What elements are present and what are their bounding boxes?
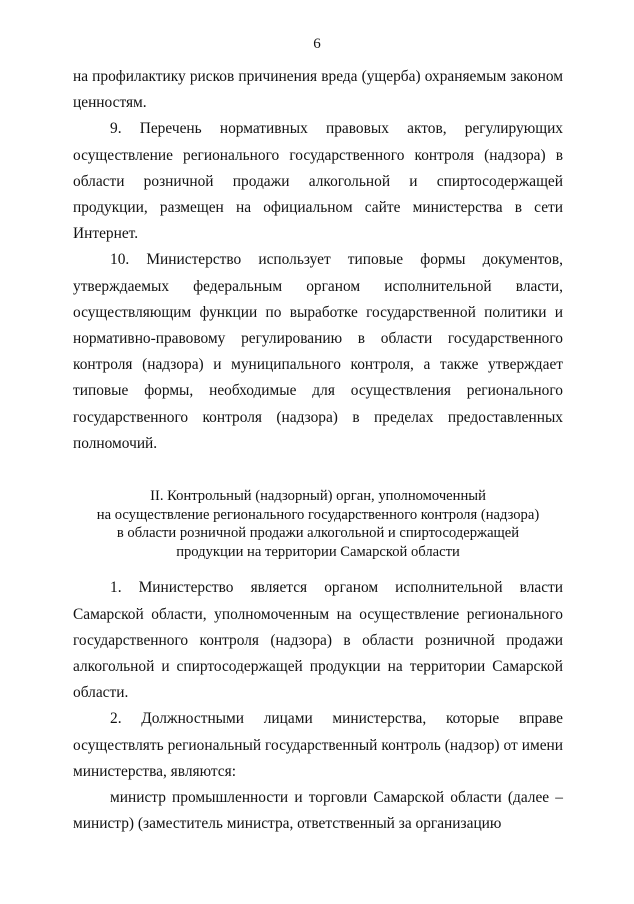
paragraph-item-1: 1. Министерство является органом исполнительной власти Самарской области, уполномоченным на осуществление регионального государственного контроля (надзора) в области розничной продажи алкогольной и спиртосодержащей продукции на территории Самарской области. xyxy=(73,579,563,702)
paragraph-item-10: 10. Министерство использует типовые формы документов, утверждаемых федеральным органом исполнительной власти, осуществляющим функции по выработке государственной политики и нормативно-правовому регулированию в области государственного контроля (надзора) и муниципального контроля, а также утверждает типовые формы, необходимые для осуществления регионального государственного контроля (надзора) в пределах предоставленных полномочий. xyxy=(73,251,563,452)
document-body xyxy=(73,64,563,837)
paragraph-officials: министр промышленности и торговли Самарской области (далее – министр) (заместитель министра, ответственный за организацию xyxy=(73,789,563,833)
section-heading-line-2: на осуществление регионального государственного контроля (надзора) xyxy=(96,506,540,523)
section-heading-line-4: продукции на территории Самарской области xyxy=(176,543,460,560)
page-number: 6 xyxy=(313,36,321,52)
section-heading xyxy=(73,487,563,561)
paragraph-item-2: 2. Должностными лицами министерства, которые вправе осуществлять региональный государственный контроль (надзор) от имени министерства, являются: xyxy=(73,710,563,780)
paragraph-item-9: 9. Перечень нормативных правовых актов, регулирующих осуществление регионального государственного контроля (надзора) в области розничной продажи алкогольной и спиртосодержащей продукции, размещен на официальном сайте министерства в сети Интернет. xyxy=(73,120,563,243)
paragraph-continuation: на профилактику рисков причинения вреда (ущерба) охраняемым законом ценностям. xyxy=(73,68,563,112)
section-heading-line-1: II. Контрольный (надзорный) орган, уполномоченный xyxy=(150,488,486,505)
section-heading-line-3: в области розничной продажи алкогольной и спиртосодержащей xyxy=(116,525,520,542)
